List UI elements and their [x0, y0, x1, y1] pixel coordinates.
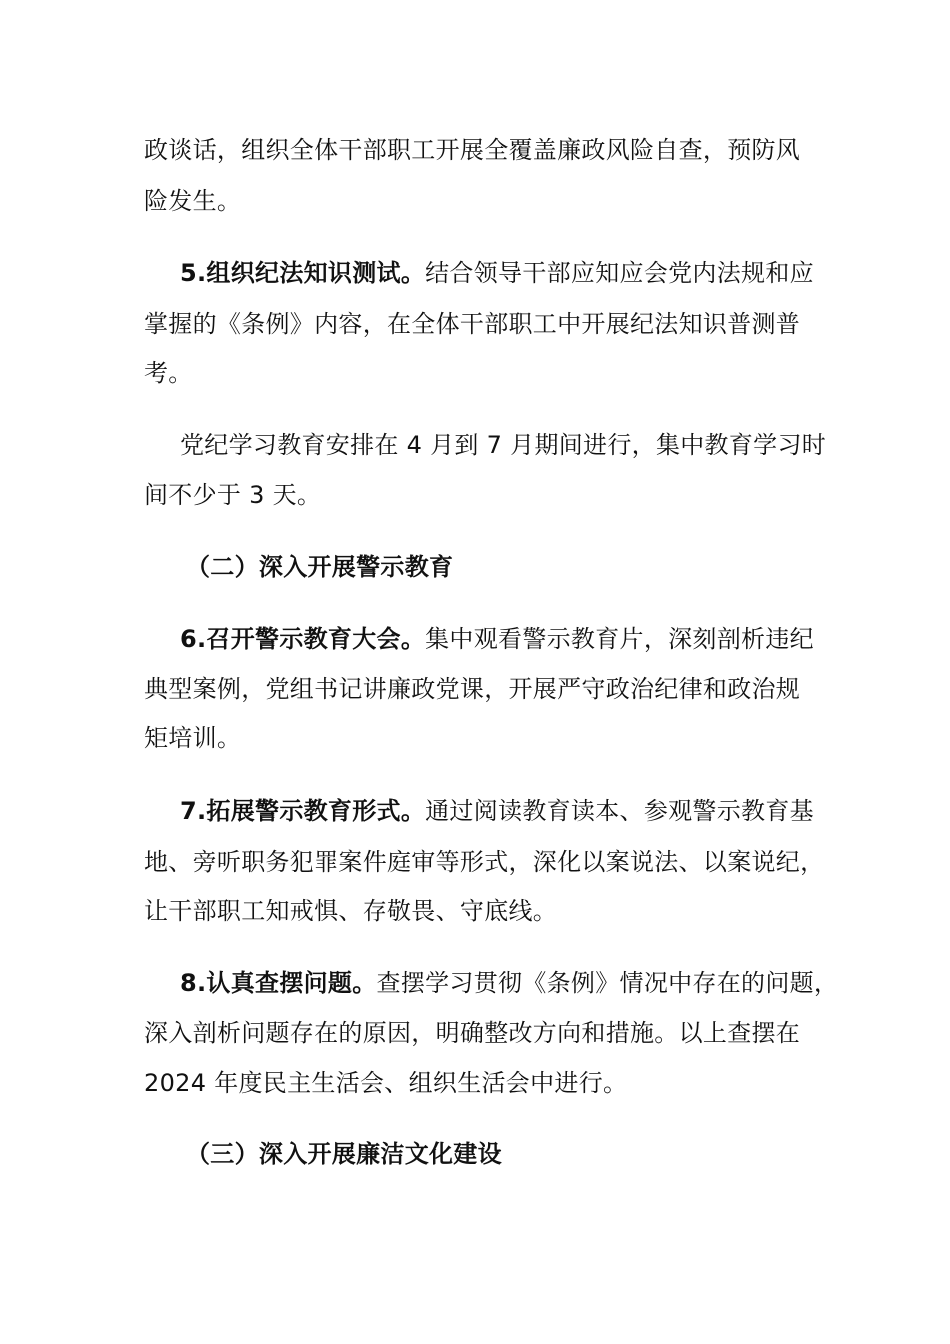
paragraph-line: 间不少于 3 天。 [144, 481, 322, 509]
item-6-text: 集中观看警示教育片，深刻剖析违纪 [425, 625, 814, 653]
paragraph-line: 掌握的《条例》内容，在全体干部职工中开展纪法知识普测普 [144, 310, 801, 338]
schedule-paragraph-first-line: 党纪学习教育安排在 4 月到 7 月期间进行，集中教育学习时 [180, 431, 827, 459]
paragraph-line: 典型案例，党组书记讲廉政党课，开展严守政治纪律和政治规 [144, 675, 801, 703]
item-5-text: 结合领导干部应知应会党内法规和应 [425, 259, 814, 287]
paragraph-line: 政谈话，组织全体干部职工开展全覆盖廉政风险自查，预防风 [144, 136, 801, 164]
paragraph-line: 险发生。 [144, 187, 242, 215]
item-8-first-line [180, 967, 838, 999]
item-8-text: 查摆学习贯彻《条例》情况中存在的问题， [376, 969, 839, 997]
section-heading-3: （三）深入开展廉洁文化建设 [186, 1140, 502, 1168]
paragraph-line: 矩培训。 [144, 724, 242, 752]
paragraph-line: 地、旁听职务犯罪案件庭审等形式，深化以案说法、以案说纪， [144, 848, 825, 876]
paragraph-line: 让干部职工知戒惧、存敬畏、守底线。 [144, 897, 558, 925]
item-8-lead: 8.认真查摆问题。 [180, 969, 377, 997]
paragraph-line: 考。 [144, 359, 193, 387]
item-7-lead: 7.拓展警示教育形式。 [180, 797, 426, 825]
paragraph-line: 深入剖析问题存在的原因，明确整改方向和措施。以上查摆在 [144, 1019, 801, 1047]
item-5-lead: 5.组织纪法知识测试。 [180, 259, 426, 287]
section-heading-2: （二）深入开展警示教育 [186, 553, 454, 581]
item-6-first-line [180, 623, 814, 655]
item-5-first-line [180, 257, 814, 289]
item-7-first-line [180, 795, 814, 827]
item-6-lead: 6.召开警示教育大会。 [180, 625, 426, 653]
item-7-text: 通过阅读教育读本、参观警示教育基 [425, 797, 814, 825]
paragraph-line: 2024 年度民主生活会、组织生活会中进行。 [144, 1069, 628, 1097]
